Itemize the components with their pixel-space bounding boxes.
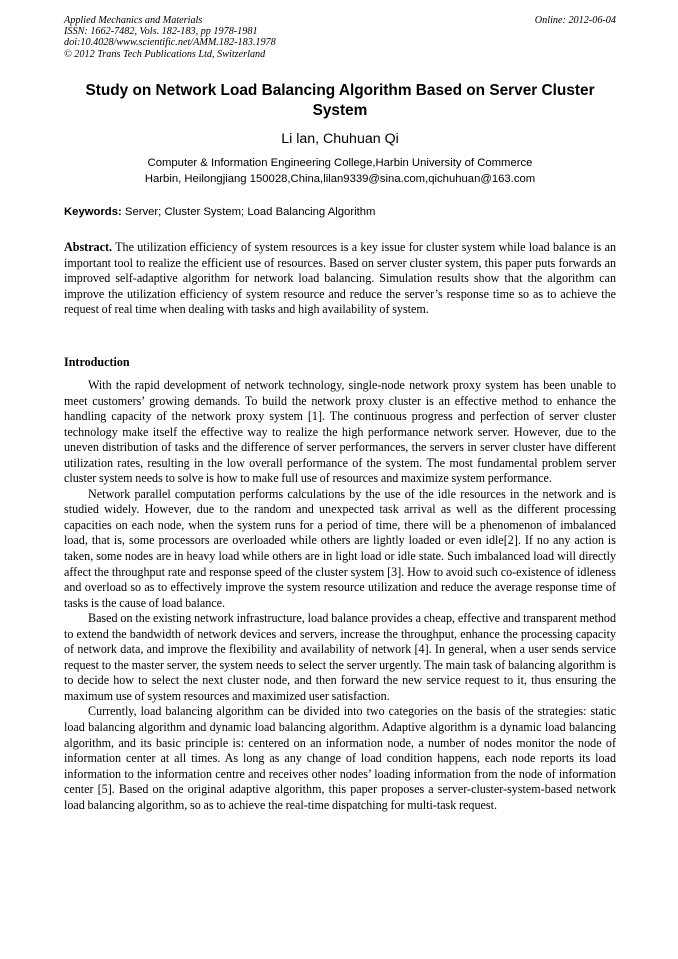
abstract	[64, 240, 616, 318]
abstract-text: The utilization efficiency of system resources is a key issue for cluster system while load balance is an important tool to realize the efficient use of resources. Based on server cluster system, this paper puts forwards an improved self-adaptive algorithm for network load balancing. Simulation results show that the algorithm can improve the utilization efficiency of system resource and reduce the server’s response time so as to achieve the request of real time when dealing with tasks and high availability of system.	[64, 240, 616, 317]
keywords-text: Server; Cluster System; Load Balancing Algorithm	[124, 206, 376, 218]
journal-name: Applied Mechanics and Materials	[64, 15, 203, 26]
abstract-label: Abstract.	[64, 240, 113, 254]
affiliation	[64, 156, 616, 187]
doi-line: doi:10.4028/www.scientific.net/AMM.182-183.1978	[64, 37, 276, 49]
intro-paragraph: Currently, load balancing algorithm can be divided into two categories on the basis of the strategies: static load balancing algorithm and dynamic load balancing algorithm. Adaptive algorithm is a dynamic load balancing algorithm, and its basic principle is: centered on an information node, a number of nodes monitor the node of information center at all times. As long as any change of load condition happens, each node reports its load information to the information centre and receives other nodes’ loading information from the node of information center [5]. Based on the original adaptive algorithm, this paper proposes a server-cluster-system-based network load balancing algorithm, so as to achieve the real-time dispatching for multi-task request.	[64, 704, 616, 812]
journal-header	[64, 15, 616, 60]
affiliation-line-2: Harbin, Heilongjiang 150028,China,lilan9339@sina.com,qichuhuan@163.com	[144, 172, 536, 185]
issn-line: ISSN: 1662-7482, Vols. 182-183, pp 1978-1981	[64, 26, 258, 38]
paper-authors: Li lan, Chuhuan Qi	[281, 131, 399, 147]
introduction-heading: Introduction	[64, 355, 130, 369]
keywords	[64, 205, 616, 220]
copyright-line: © 2012 Trans Tech Publications Ltd, Switzerland	[64, 48, 266, 60]
keywords-label: Keywords:	[64, 206, 122, 218]
paper-title: Study on Network Load Balancing Algorithm Based on Server Cluster System	[85, 82, 595, 119]
intro-paragraph: Based on the existing network infrastructure, load balance provides a cheap, effective and transparent method to extend the bandwidth of network devices and servers, increase the throughput, enhance the processing capacity of network data, and improve the flexibility and availability of network [4]. In general, when a user sends service request to the master server, the system needs to select the server urgently. The main task of balancing algorithm is to decide how to select the next cluster node, and then forward the new service request to it, thus ensuring the maximum use of system resources and maximized user satisfaction.	[64, 611, 616, 703]
affiliation-line-1: Computer & Information Engineering College,Harbin University of Commerce	[147, 157, 533, 169]
intro-paragraph: Network parallel computation performs calculations by the use of the idle resources in the network and is studied widely. However, due to the random and unexpected task arrival as well as the different processing capacities on each node, when the system runs for a period of time, there will be a phenomenon of imbalanced load, that is, some processors are overloaded while others are lightly loaded or even idle[2]. If no any action is taken, some nodes are in heavy load while others are in light load or idle state. Such imbalanced load will directly affect the throughput rate and response speed of the cluster system [3]. How to avoid such co-existence of idleness and overload so as to effectively improve the system resource utilization and reduce the average response time of tasks is the cause of load balance.	[64, 486, 616, 610]
online-date: Online: 2012-06-04	[534, 15, 616, 26]
intro-paragraph: With the rapid development of network technology, single-node network proxy system has been unable to meet customers’ growing demands. To build the network proxy cluster is an effective method to enhance the handling capacity of the network proxy system [1]. The continuous progress and perfection of server cluster technology make itself the effective way to realize the high performance network server. However, due to the uneven distribution of tasks and the difference of server performances, the servers in server cluster have different utilization rates, resulting in the low overall performance of the system. The most fundamental problem server cluster system needs to solve is how to make full use of resources and maximize system performance.	[64, 378, 616, 486]
introduction-body	[64, 378, 616, 813]
